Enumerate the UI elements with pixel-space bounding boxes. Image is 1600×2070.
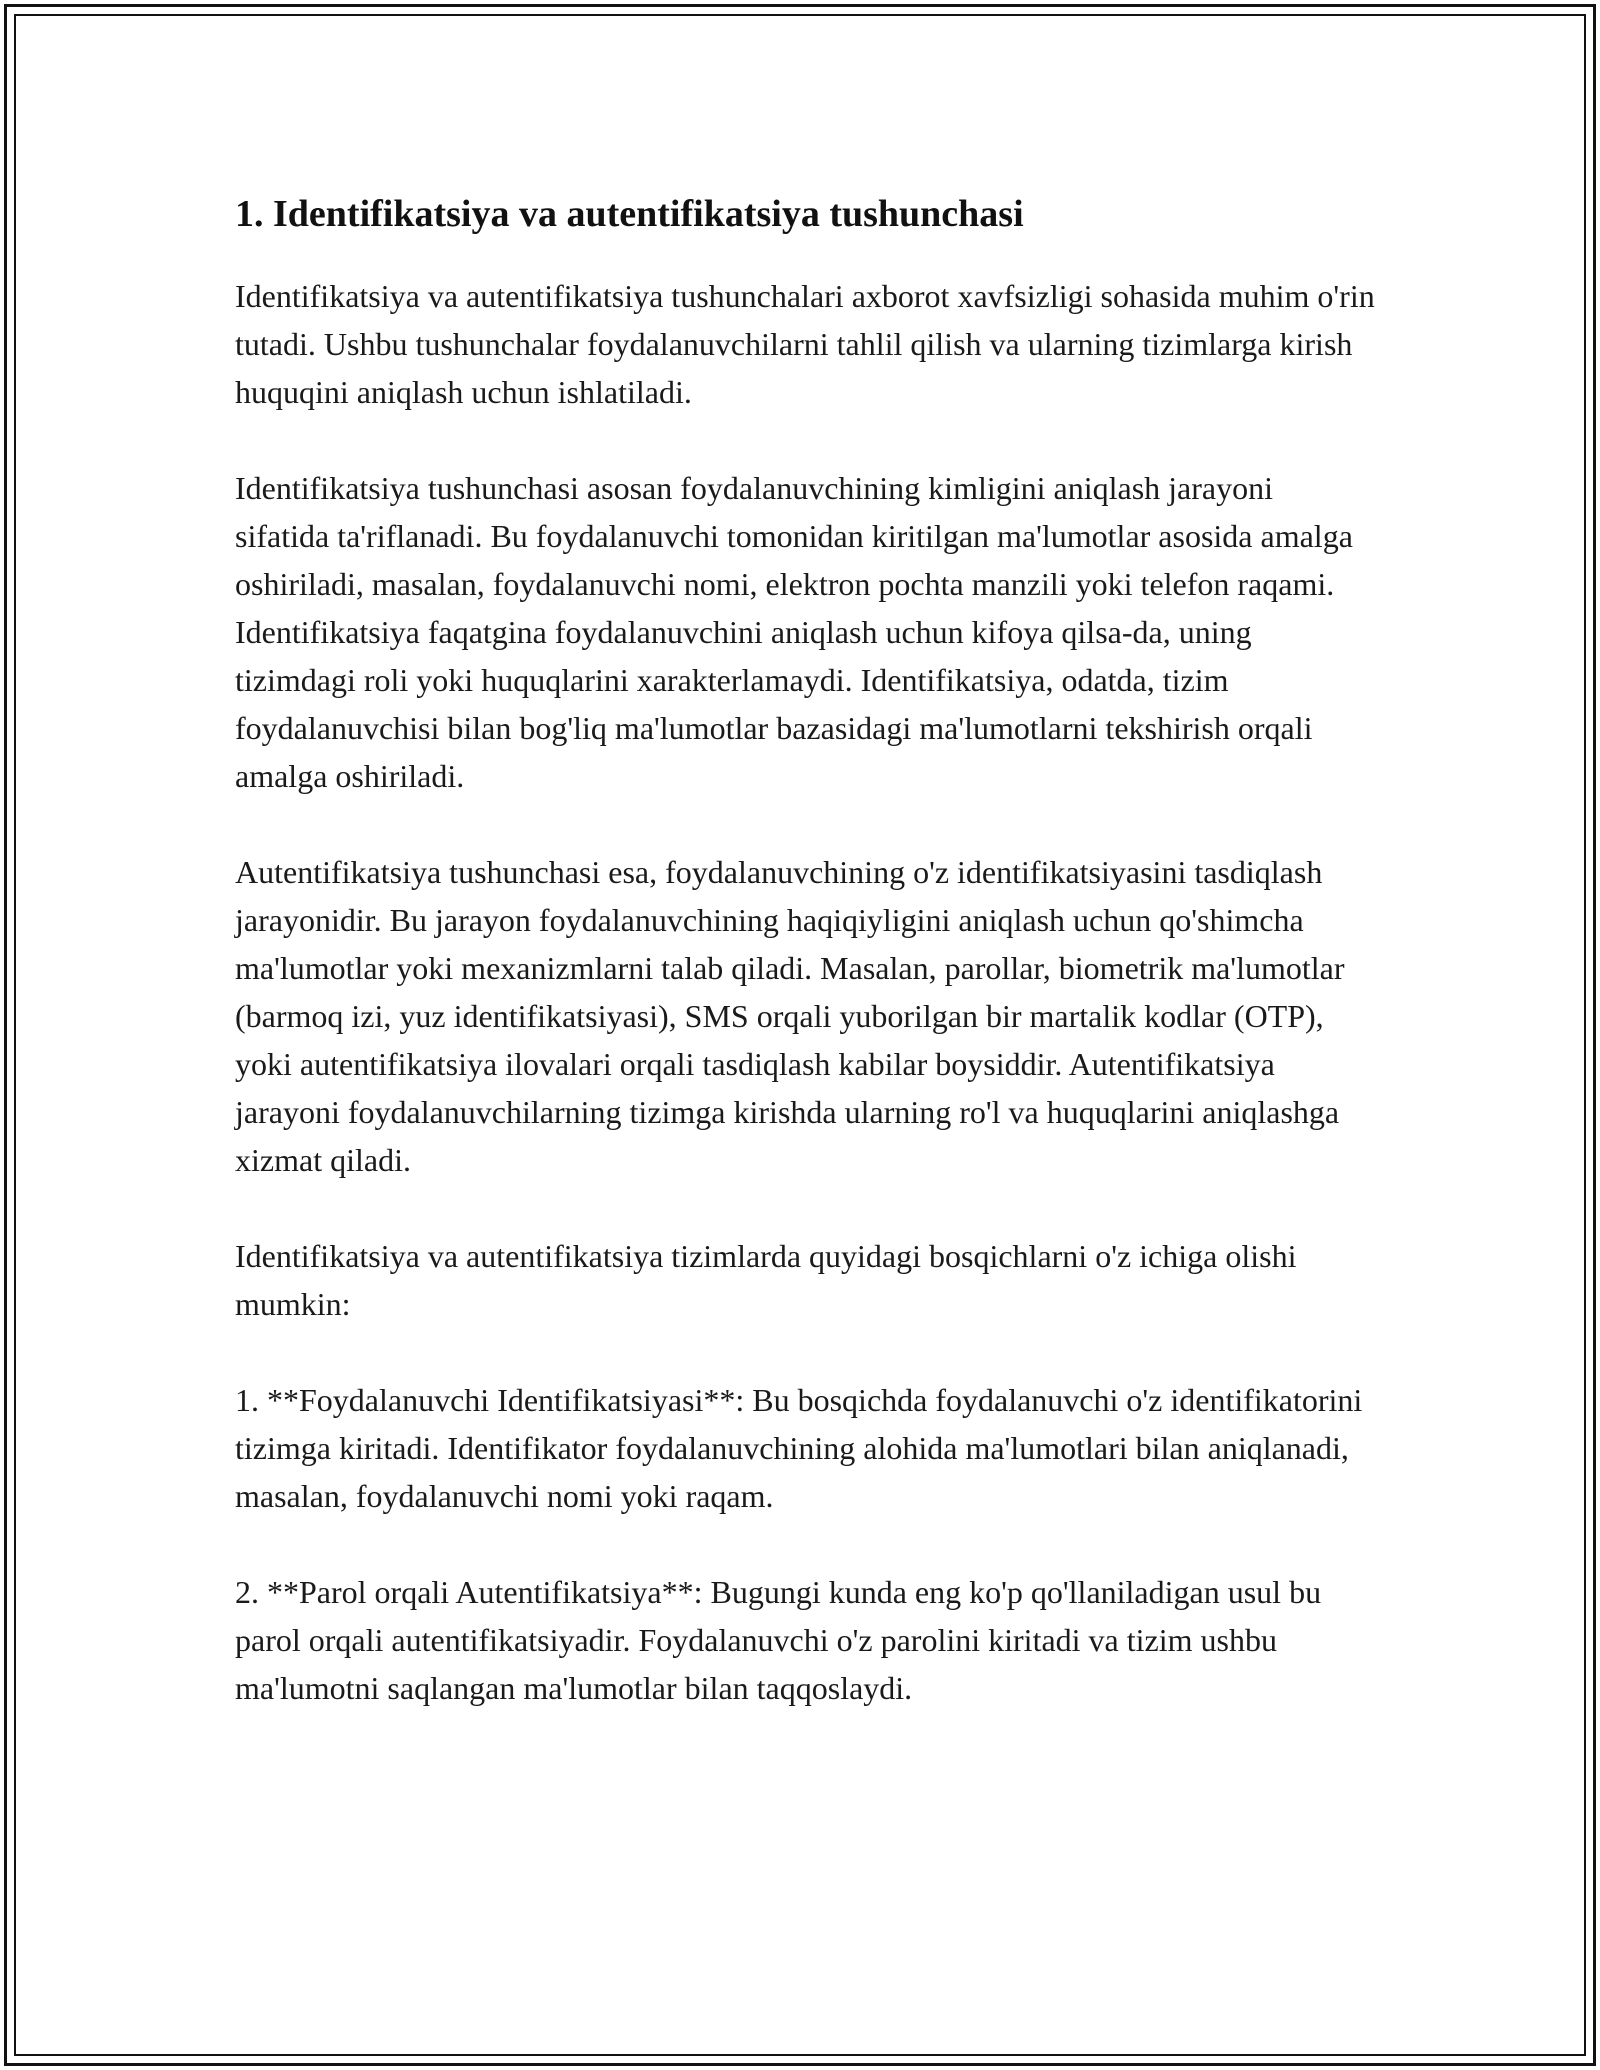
paragraph-intro: Identifikatsiya va autentifikatsiya tushunchalari axborot xavfsizligi sohasida muhim o'rin tutadi. Ushbu tushunchalar foydalanuvchilarni tahlil qilish va ularning tizimlarga kirish huquqini aniqlash uchun ishlatiladi. (235, 278, 1375, 410)
document-body (235, 190, 1375, 1760)
paragraph-authentication: Autentifikatsiya tushunchasi esa, foydalanuvchining o'z identifikatsiyasini tasdiqlash jarayonidir. Bu jarayon foydalanuvchining haqiqiyligini aniqlash uchun qo'shimcha ma'lumotlar yoki mexanizmlarni talab qiladi. Masalan, parollar, biometrik ma'lumotlar (barmoq izi, yuz identifikatsiyasi), SMS orqali yuborilgan bir martalik kodlar (OTP), yoki autentifikatsiya ilovalari orqali tasdiqlash kabilar boysiddir. Autentifikatsiya jarayoni foydalanuvchilarning tizimga kirishda ularning ro'l va huquqlarini aniqlashga xizmat qiladi. (235, 854, 1345, 1178)
paragraph-identification: Identifikatsiya tushunchasi asosan foydalanuvchining kimligini aniqlash jarayoni sifatida ta'riflanadi. Bu foydalanuvchi tomonidan kiritilgan ma'lumotlar asosida amalga oshiriladi, masalan, foydalanuvchi nomi, elektron pochta manzili yoki telefon raqami. Identifikatsiya faqatgina foydalanuvchini aniqlash uchun kifoya qilsa-da, uning tizimdagi roli yoki huquqlarini xarakterlamaydi. Identifikatsiya, odatda, tizim foydalanuvchisi bilan bog'liq ma'lumotlar bazasidagi ma'lumotlarni tekshirish orqali amalga oshiriladi. (235, 470, 1353, 794)
paragraph-stages-intro: Identifikatsiya va autentifikatsiya tizimlarda quyidagi bosqichlarni o'z ichiga olishi mumkin: (235, 1238, 1297, 1322)
list-item-user-identification: 1. **Foydalanuvchi Identifikatsiyasi**: Bu bosqichda foydalanuvchi o'z identifikatorini tizimga kiritadi. Identifikator foydalanuvchining alohida ma'lumotlari bilan aniqlanadi, masalan, foydalanuvchi nomi yoki raqam. (235, 1382, 1363, 1514)
section-heading: 1. Identifikatsiya va autentifikatsiya tushunchasi (235, 193, 1024, 235)
list-item-password-authentication: 2. **Parol orqali Autentifikatsiya**: Bugungi kunda eng ko'p qo'llaniladigan usul bu parol orqali autentifikatsiyadir. Foydalanuvchi o'z parolini kiritadi va tizim ushbu ma'lumotni saqlangan ma'lumotlar bilan taqqoslaydi. (235, 1574, 1322, 1706)
